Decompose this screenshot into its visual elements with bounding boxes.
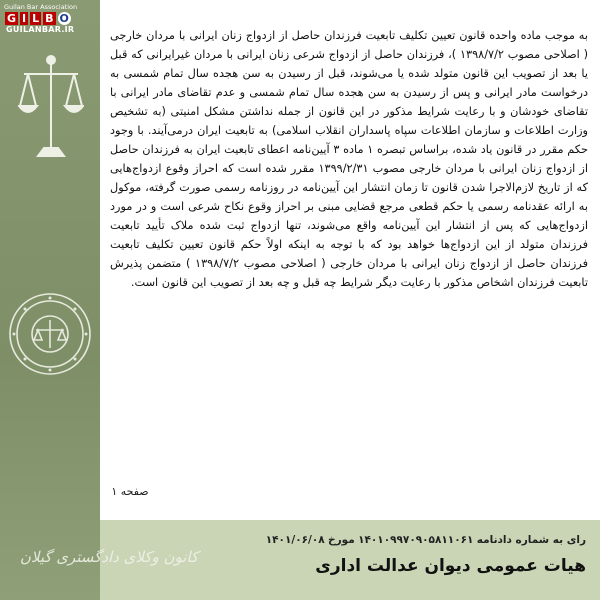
signature-text: کانون وکلای دادگستری گیلان (19, 548, 199, 566)
article-body: به موجب ماده واحده قانون تعیین تکلیف تابعیت فرزندان حاصل از ازدواج زنان ایرانی با مردان خارجی ( اصلاحی مصوب ۱۳۹۸/۷/۲ )، فرزندان حاصل از ازدواج شرعی زنان ایرانی با مردان غیرایرانی که قبل یا بعد از تصویب این قانون متولد شده یا می‌شوند، قبل از رسیدن به سن هجده سال تمام شمسی به درخواست مادر ایرانی و پس از رسیدن به سن هجده سال تمام شمسی و عدم تقاضای مادر ایرانی با تقاضای خودشان و با رعایت شرایط مذکور در این قانون از جمله نداشتن مشکل امنیتی (به تشخیص وزارت اطلاعات و سازمان اطلاعات سپاه پاسداران انقلاب اسلامی) به تابعیت ایران درمی‌آیند. با وجود حکم مقرر در قانون یاد شده، براساس تبصره ۱ ماده ۳ آیین‌نامه اعطای تابعیت ایران به فرزندان حاصل از ازدواج زنان ایرانی با مردان خارجی مصوب ۱۳۹۹/۲/۳۱ مقرر شده است که احراز وقوع ازدواج‌هایی که از تاریخ لازم‌الاجرا شدن قانون تا زمان انتشار این آیین‌نامه در روزنامه رسمی صورت گرفته، موکول به ارائه عقدنامه رسمی یا حکم قطعی مرجع قضایی مبنی بر احراز وقوع نکاح شرعی است و در مورد ازدواج‌هایی که پس از انتشار این آیین‌نامه واقع می‌شوند، تنها ازدواج ثبت شده ملاک تأیید تابعیت فرزندان متولد از این ازدواج‌ها خواهد بود که با توجه به اینکه اولاً حکم قانون تعیین تکلیف تابعیت فرزندان حاصل از ازدواج زنان ایرانی با مردان خارجی ( اصلاحی مصوب ۱۳۹۸/۷/۲ ) متضمن پذیرش تابعیت فرزندان اشخاص مذکور با رعایت دیگر شرایط چه قبل و چه بعد از تصویب این قانون است. (110, 29, 588, 289)
scales-of-justice-icon (18, 52, 84, 162)
website-url[interactable]: GUILANBAR.IR (6, 25, 75, 34)
date-label: مورخ (328, 534, 355, 546)
ruling-number: ۱۴۰۱۰۹۹۷۰۹۰۵۸۱۱۰۶۱ (358, 534, 474, 546)
logo-letter-o: O (59, 12, 69, 25)
association-name: Guilan Bar Association (4, 3, 78, 11)
court-name: هیات عمومی دیوان عدالت اداری (315, 556, 586, 576)
calligraphy-signature (4, 540, 214, 590)
logo-letter-i: I (22, 12, 27, 25)
logo-letter-b: B (45, 12, 54, 25)
bar-association-seal-icon (6, 290, 94, 378)
ruling-date: ۱۴۰۱/۰۶/۰۸ (265, 534, 325, 546)
logo-letter-g: G (7, 12, 17, 25)
page-number: صفحه ۱ (111, 485, 149, 498)
sidebar (0, 0, 100, 600)
ruling-info (266, 534, 586, 546)
logo-letter-l: L (32, 12, 40, 25)
association-logo[interactable] (2, 2, 96, 40)
ruling-label: رای به شماره دادنامه (476, 534, 586, 546)
gilbo-logo (2, 12, 96, 25)
article-panel (100, 0, 600, 520)
